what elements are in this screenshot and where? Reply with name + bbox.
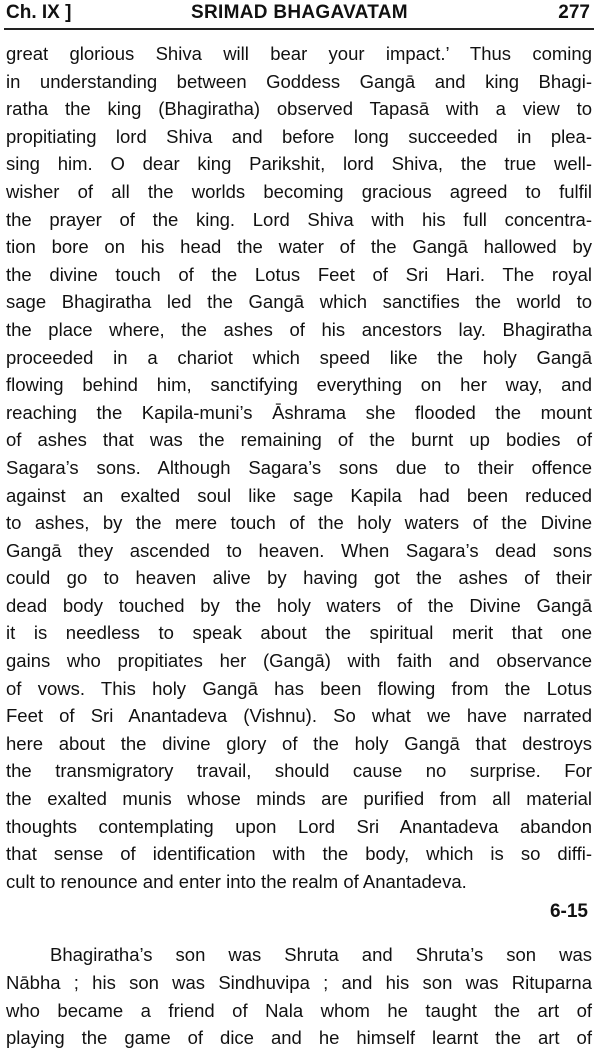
text-line: Nābha ; his son was Sindhuvipa ; and his son was Rituparna [6, 972, 592, 993]
text-line: reaching the Kapila-muni’s Āshrama she flooded the mount [6, 401, 592, 423]
text-line: to ashes, by the mere touch of the holy waters of the Divine [6, 512, 592, 534]
text-line: the place where, the ashes of his ancestors lay. Bhagiratha [6, 318, 592, 340]
text-line: who became a friend of Nala whom he taught the art of [6, 999, 592, 1021]
text-line: tion bore on his head the water of the Gangā hallowed by [6, 236, 592, 258]
text-line: Bhagiratha’s son was Shruta and Shruta’s son was [50, 944, 592, 966]
text-line: great glorious Shiva will bear your impact.’ Thus coming [6, 43, 592, 64]
text-line: could go to heaven alive by having got the ashes of their [6, 567, 592, 589]
running-header [6, 0, 590, 26]
paragraph-1 [6, 40, 592, 895]
paragraph-gap [6, 929, 592, 941]
body-text [6, 40, 592, 1052]
text-line: ratha the king (Bhagiratha) observed Tapasā with a view to [6, 98, 592, 120]
text-line: cult to renounce and enter into the realm of Anantadeva. [6, 870, 467, 892]
text-line: Feet of Sri Anantadeva (Vishnu). So what we have narrated [6, 705, 592, 727]
text-line: playing the game of dice and he himself learnt the art of [6, 1027, 592, 1049]
text-line: the exalted munis whose minds are purified from all material [6, 788, 592, 810]
text-line: that sense of identification with the body, which is so diffi- [6, 843, 592, 865]
text-line: wisher of all the worlds becoming gracious agreed to fulfil [6, 180, 592, 202]
text-line: here about the divine glory of the holy Gangā that destroys [6, 732, 592, 754]
text-line: Sagara’s sons. Although Sagara’s sons due to their offence [6, 456, 592, 478]
text-line: the transmigratory travail, should cause no surprise. For [6, 760, 592, 782]
text-line: thoughts contemplating upon Lord Sri Anantadeva abandon [6, 815, 592, 837]
header-rule [4, 28, 594, 30]
page-number: 277 [558, 2, 590, 23]
text-line: in understanding between Goddess Gangā and king Bhagi- [6, 70, 592, 92]
section-number: 6-15 [549, 901, 588, 923]
text-line: of ashes that was the remaining of the burnt up bodies of [6, 429, 592, 451]
text-line: gains who propitiates her (Gangā) with faith and observance [6, 650, 592, 672]
text-line: the prayer of the king. Lord Shiva with his full concentra- [6, 208, 592, 230]
text-line: sage Bhagiratha led the Gangā which sanctifies the world to [6, 291, 592, 313]
text-line: flowing behind him, sanctifying everything on her way, and [6, 374, 592, 396]
text-line: the divine touch of the Lotus Feet of Sri Hari. The royal [6, 263, 592, 285]
book-title: SRIMAD BHAGAVATAM [191, 2, 408, 23]
text-line: dead body touched by the holy waters of the Divine Gangā [6, 594, 592, 616]
text-line: against an exalted soul like sage Kapila had been reduced [6, 484, 592, 506]
text-line: proceeded in a chariot which speed like the holy Gangā [6, 346, 592, 368]
text-line: propitiating lord Shiva and before long succeeded in plea- [6, 125, 592, 147]
text-line: it is needless to speak about the spiritual merit that one [6, 622, 592, 644]
text-line: sing him. O dear king Parikshit, lord Shiva, the true well- [6, 153, 592, 175]
chapter-label: Ch. IX ] [6, 2, 72, 23]
text-line: of vows. This holy Gangā has been flowing from the Lotus [6, 677, 592, 699]
text-line: Gangā they ascended to heaven. When Sagara’s dead sons [6, 539, 592, 561]
